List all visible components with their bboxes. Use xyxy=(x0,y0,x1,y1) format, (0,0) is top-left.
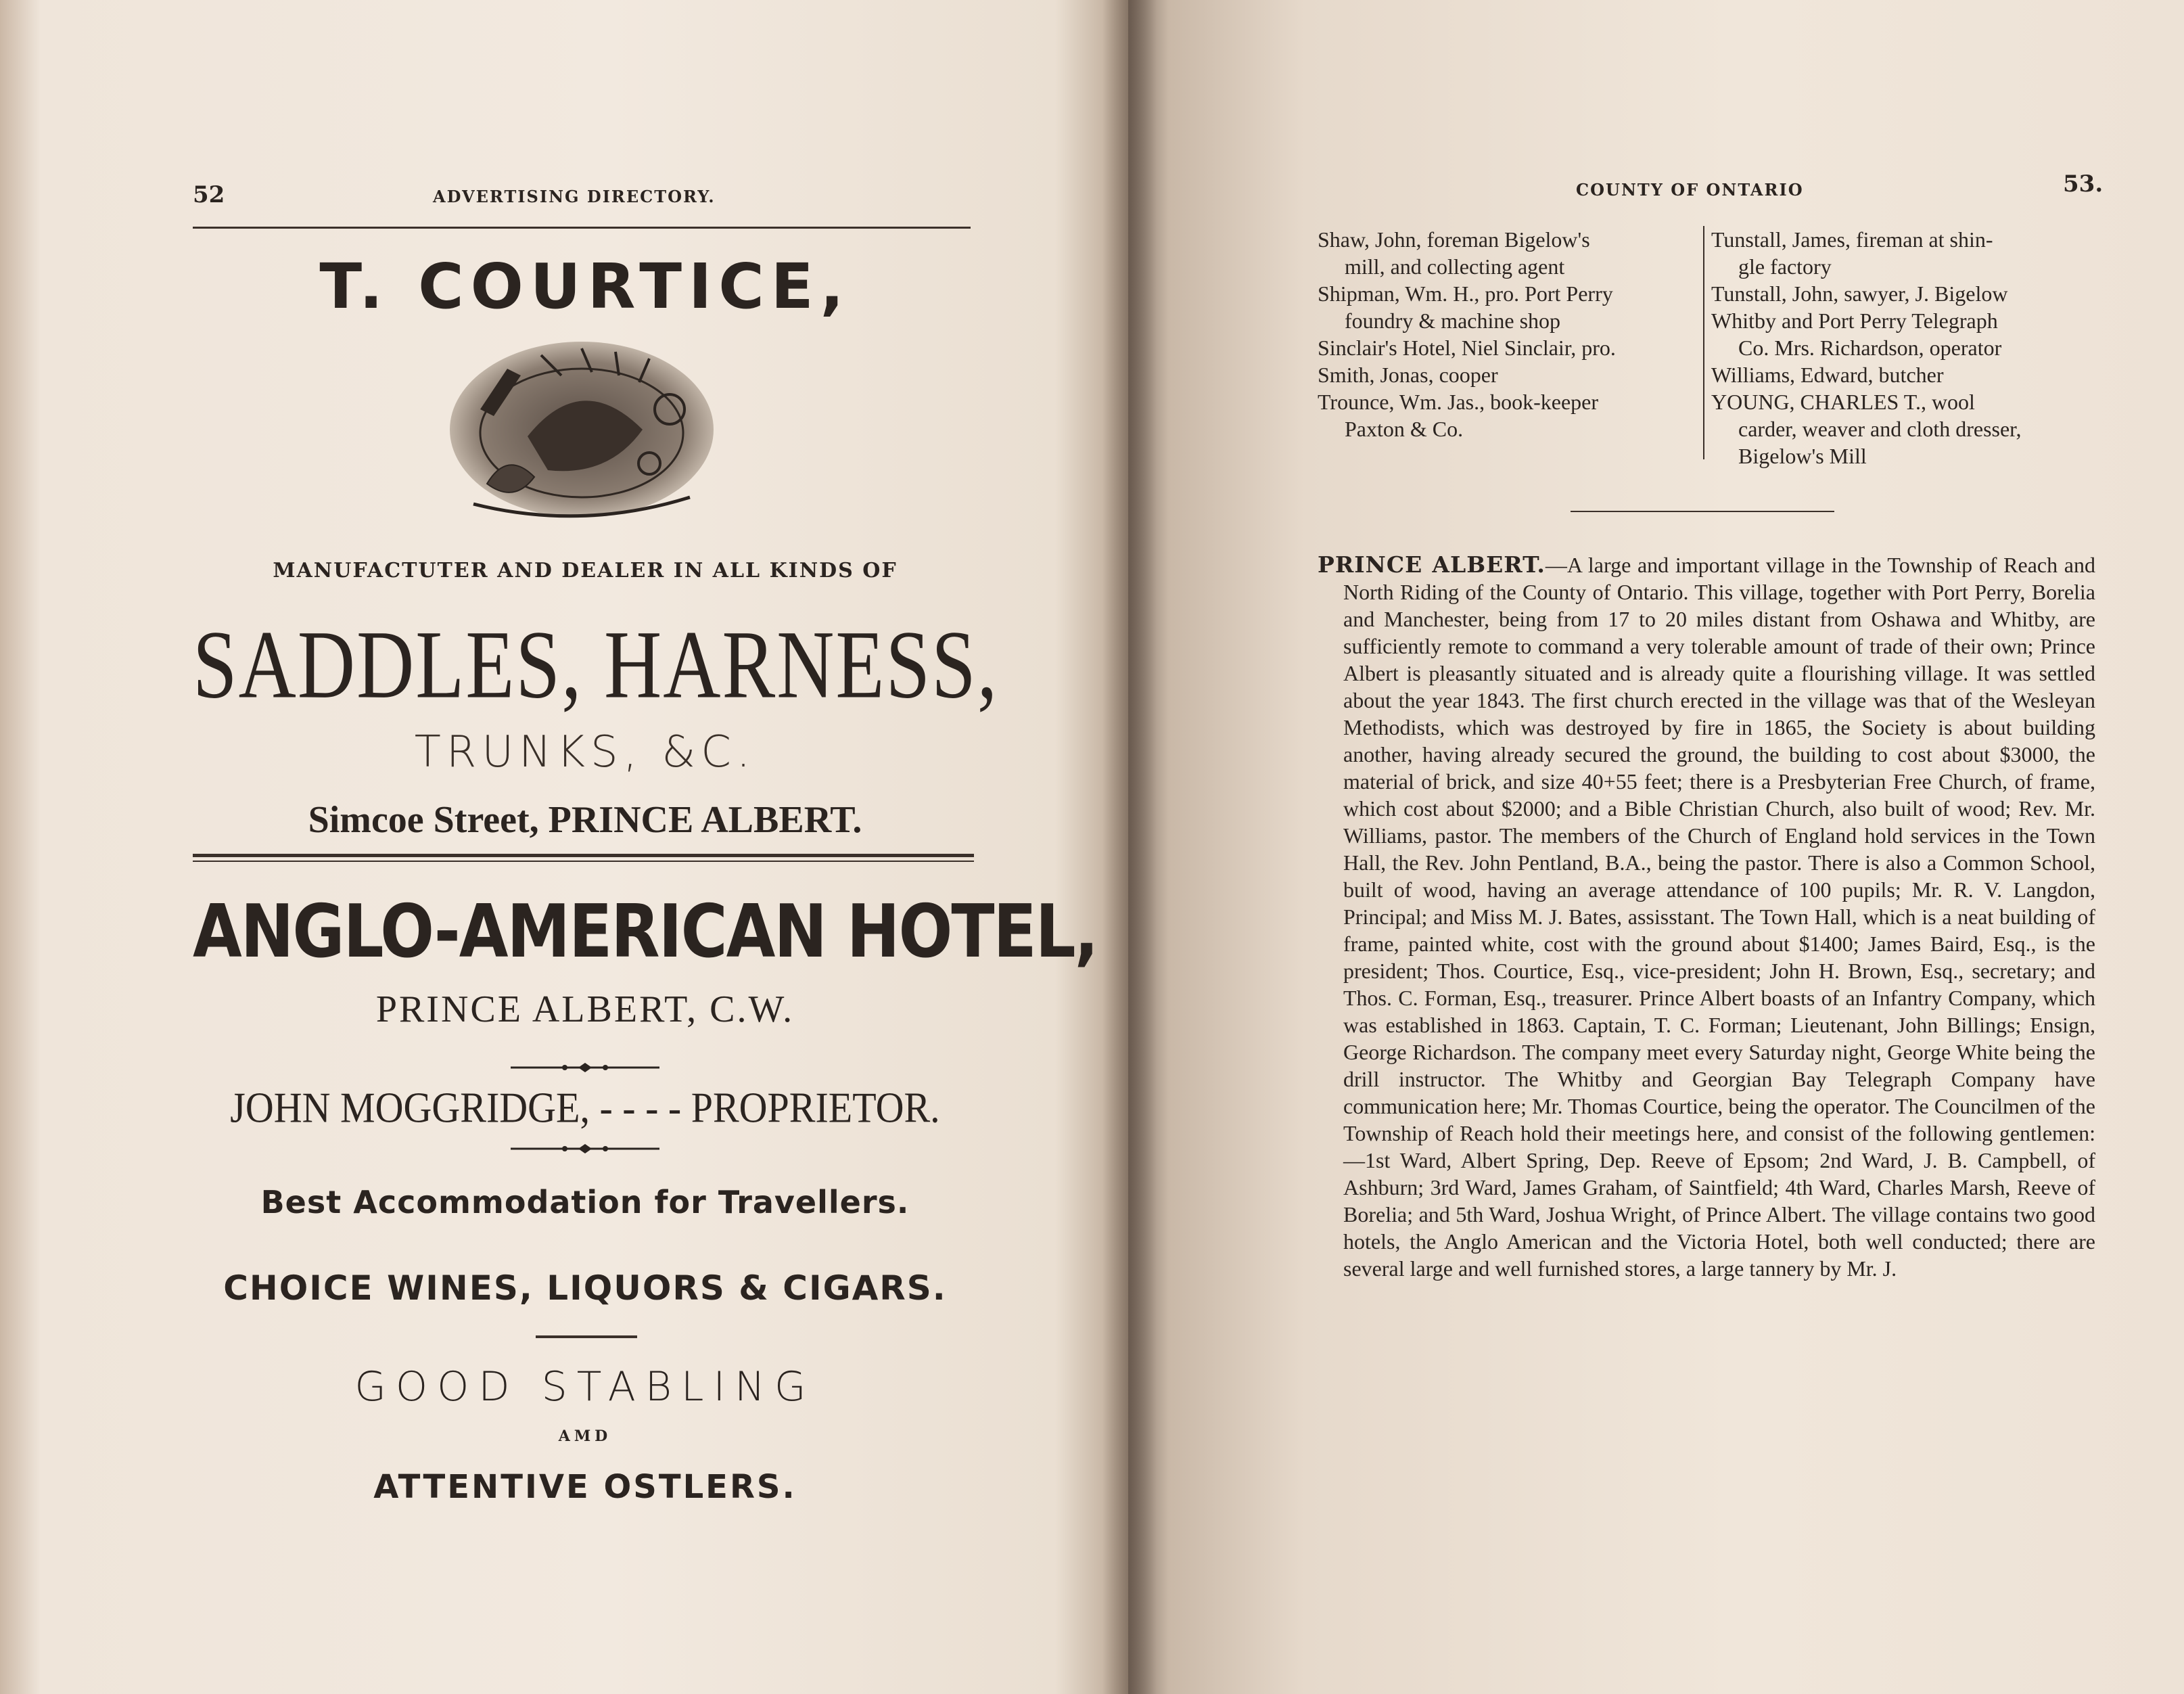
directory-column-b xyxy=(1711,226,2097,470)
ad-separator-thick xyxy=(193,854,974,857)
left-running-header xyxy=(193,181,971,215)
short-divider xyxy=(536,1335,637,1338)
entry-continuation: Bigelow's Mill xyxy=(1738,444,1867,468)
entry-first-line: Williams, Edward, butcher xyxy=(1711,363,1944,387)
directory-column-a xyxy=(1318,226,1693,442)
directory-entry xyxy=(1711,361,2097,388)
ad-hotel-line-wines: CHOICE WINES, LIQUORS & CIGARS. xyxy=(223,1268,947,1308)
entry-first-line: Shaw, John, foreman Bigelow's xyxy=(1318,227,1590,252)
entry-first-line: Smith, Jonas, cooper xyxy=(1318,363,1498,387)
prince-albert-article xyxy=(1318,551,2095,1282)
entry-first-line: Trounce, Wm. Jas., book-keeper xyxy=(1318,390,1599,414)
ornament-divider-icon xyxy=(193,1061,977,1074)
ad-hotel-name: ANGLO-AMERICAN HOTEL, xyxy=(193,890,1098,975)
directory-entry xyxy=(1711,280,2097,334)
ad-courtice-name: T. COURTICE, xyxy=(319,250,851,323)
saddlery-emblem-icon xyxy=(446,328,717,531)
directory-entry xyxy=(1711,388,2097,442)
directory-entry xyxy=(1711,334,2097,361)
right-page-number: 53. xyxy=(2063,170,2104,198)
article-paragraph xyxy=(1318,551,2095,1282)
entry-first-line: Shipman, Wm. H., pro. Port Perry xyxy=(1318,281,1613,306)
header-rule xyxy=(193,227,971,229)
entry-continuation: foundry & machine shop xyxy=(1345,308,1561,333)
article-body: —A large and important village in the Township of Reach and North Riding of the County of Ontario. This village, together with Port Perry, Borelia and Manchester, being from 17 to 20 miles distant from Oshawa and Whitby, are sufficiently remote to command a very tolerable amount of trade of their own; Prince Albert is pleasantly situated and is already quite a flourishing village. It was settled about the year 1843. The first church erected in the village was that of the Wesleyan Methodists, which was destroyed by fire in 1865, the Society is about building another, having already secured the ground, the building to cost about $3000, the material of brick, and size 40+55 feet; there is a Presbyterian Free Church, of frame, which cost about $2000; and a Bible Christian Church, also built of wood; Rev. Mr. Williams, pastor. The members of the Church of England hold services in the Town Hall, the Rev. John Pentland, B.A., being the pastor. There is also a Common School, built of wood, having an average attendance of 100 pupils; Mr. R. V. Langdon, Principal; and Miss M. J. Bates, assisstant. The Town Hall, which is a neat building of frame, painted white, cost with the ground about $1400; James Baird, Esq., is the president; Thos. Courtice, Esq., vice-president; John H. Brown, Esq., secretary; and Thos. C. Forman, Esq., treasurer. Prince Albert boasts of an Infantry Company, which was established in 1863. Captain, T. C. Forman; Lieutenant, John Billings; Ensign, George Richardson. The company meet every Saturday night, George White being the drill instructor. The Whitby and Georgian Bay Telegraph Company have communication here; Mr. Thomas Courtice, being the operator. The Councilmen of the Township of Reach hold their meetings here, and consist of the following gentlemen:—1st Ward, Albert Spring, Dep. Reeve of Epsom; 2nd Ward, J. B. Campbell, of Ashburn; 3rd Ward, James Graham, of Saintfield; 4th Ward, Charles Marsh, Reeve of Borelia; and 5th Ward, Joshua Wright, of Prince Albert. The village contains two good hotels, the Anglo American and the Victoria Hotel, both well conducted; there are several large and well furnished stores, a large tannery by Mr. J. xyxy=(1343,553,2096,1281)
ad-courtice-tagline: MANUFACTUTER AND DEALER IN ALL KINDS OF xyxy=(273,559,898,582)
ad-hotel-line-accommodation: Best Accommodation for Travellers. xyxy=(260,1184,910,1220)
directory-entry xyxy=(1318,226,1693,280)
directory-entry xyxy=(1318,280,1693,334)
article-lead: PRINCE ALBERT. xyxy=(1318,551,1546,578)
left-running-head-title: ADVERTISING DIRECTORY. xyxy=(433,187,716,206)
entry-continuation: Paxton & Co. xyxy=(1345,417,1464,441)
directory-entry xyxy=(1711,442,2097,470)
entry-continuation: carder, weaver and cloth dresser, xyxy=(1738,417,2022,441)
left-page-number: 52 xyxy=(193,181,225,208)
section-rule xyxy=(1571,511,1834,512)
entry-continuation: mill, and collecting agent xyxy=(1345,254,1565,279)
directory-entry xyxy=(1318,388,1693,442)
ad-courtice-address: Simcoe Street, PRINCE ALBERT. xyxy=(308,799,862,841)
ad-hotel-location: PRINCE ALBERT, C.W. xyxy=(375,988,795,1030)
entry-first-line: Tunstall, James, fireman at shin- xyxy=(1711,227,1993,252)
directory-column-divider xyxy=(1703,226,1704,459)
ornament-divider-icon xyxy=(193,1142,977,1155)
entry-first-line: Sinclair's Hotel, Niel Sinclair, pro. xyxy=(1318,336,1616,360)
ad-separator-thin xyxy=(193,861,974,862)
entry-first-line: YOUNG, CHARLES T., wool xyxy=(1711,390,1975,414)
directory-entry xyxy=(1711,226,2097,280)
ad-courtice-goods: SADDLES, HARNESS, xyxy=(193,610,999,719)
entry-continuation: Whitby and Port Perry Telegraph xyxy=(1711,308,1998,333)
ad-hotel-line-stabling: GOOD STABLING xyxy=(354,1363,816,1411)
ad-courtice-goods2: TRUNKS, &C. xyxy=(414,727,756,777)
ad-hotel-proprietor: JOHN MOGGRIDGE, - - - - PROPRIETOR. xyxy=(230,1083,940,1132)
entry-continuation: Co. Mrs. Richardson, operator xyxy=(1738,336,2002,360)
book-gutter xyxy=(1102,0,1157,1694)
ad-hotel-line-amd: AMD xyxy=(558,1427,612,1445)
directory-entry xyxy=(1318,361,1693,388)
ad-hotel-line-ostlers: ATTENTIVE OSTLERS. xyxy=(373,1468,797,1506)
entry-continuation: gle factory xyxy=(1738,254,1832,279)
right-running-head-title: COUNTY OF ONTARIO xyxy=(1576,180,1804,200)
entry-first-line: Tunstall, John, sawyer, J. Bigelow xyxy=(1711,281,2008,306)
directory-entry xyxy=(1318,334,1693,361)
